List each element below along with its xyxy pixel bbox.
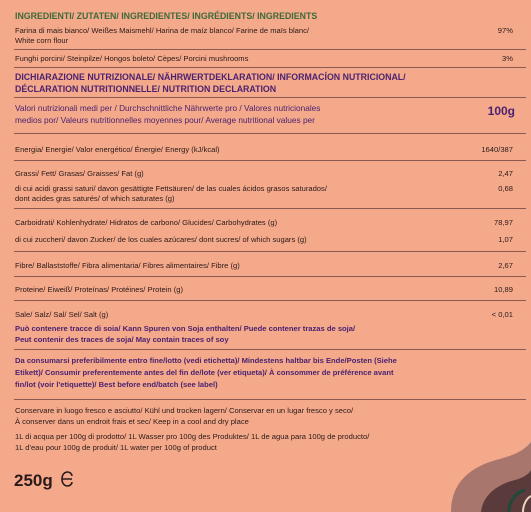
preparation-line2: 1L d'eau pour 100g de produit/ 1L water per 100g of product [15, 443, 217, 452]
fat-label: Grassi/ Fett/ Grasas/ Graisses/ Fat (g) [15, 169, 144, 178]
best-before-line1: Da consumarsi preferibilmente entro fine/lotto (vedi etichetta)/ Mindestens haltbar bis Ende/Posten (Siehe [15, 356, 397, 365]
saturates-line1: di cui acidi grassi saturi/ davon gesättigte Fettsäuren/ de las cuales ácidos grasos saturados/ [15, 184, 327, 193]
divider [14, 300, 526, 301]
ingredient-1-value: 97% [497, 26, 513, 35]
carbs-value: 78,97 [493, 218, 513, 227]
nutrition-heading-line1: DICHIARAZIONE NUTRIZIONALE/ NÄHRWERTDEKLARATION/ INFORMACÍON NUTRICIONAL/ [15, 72, 406, 82]
e-mark-icon [59, 470, 75, 493]
ingredient-2-value: 3% [502, 54, 513, 63]
allergen-line1: Può contenere tracce di soia/ Kann Spuren von Soja enthalten/ Puede contener trazas de soja/ [15, 324, 356, 333]
saturates-value: 0,68 [498, 184, 513, 193]
ingredients-heading: INGREDIENTI/ ZUTATEN/ INGREDIENTES/ INGRÉDIENTS/ INGREDIENTS [15, 11, 318, 21]
net-weight [14, 470, 75, 493]
divider [14, 208, 526, 209]
avg-values-line1: Valori nutrizionali medi per / Durchschnittliche Nährwerte pro / Valores nutricionales [15, 103, 321, 113]
allergen-line2: Peut contenir des traces de soja/ May contain traces of soy [15, 335, 229, 344]
energy-label: Energia/ Energie/ Valor energético/ Énergie/ Energy (kJ/kcal) [15, 145, 220, 154]
fibre-value: 2,67 [498, 261, 513, 270]
fat-value: 2,47 [498, 169, 513, 178]
sugars-label: di cui zuccheri/ davon Zucker/ de los cuales azúcares/ dont sucres/ of which sugars (g) [15, 235, 307, 244]
per-amount: 100g [487, 104, 515, 118]
salt-value: < 0,01 [491, 310, 513, 319]
energy-value: 1640/387 [481, 145, 513, 154]
ingredient-1-line1: Farina di mais bianco/ Weißes Maismehl/ Harina de maíz blanco/ Farine de maïs blanc/ [15, 26, 310, 35]
decorative-shape [411, 412, 531, 512]
divider [14, 349, 526, 350]
fibre-label: Fibre/ Ballaststoffe/ Fibra alimentaria/ Fibres alimentaires/ Fibre (g) [15, 261, 240, 270]
ingredient-2-line1: Funghi porcini/ Steinpilze/ Hongos boleto/ Cèpes/ Porcini mushrooms [15, 54, 249, 63]
preparation-line1: 1L di acqua per 100g di prodotto/ 1L Wasser pro 100g des Produktes/ 1L de agua para 100g de producto/ [15, 432, 370, 441]
protein-value: 10,89 [493, 285, 513, 294]
best-before-line2: Etikett)/ Consumir preferentemente antes del fin de/lote (ver etiqueta)/ À consommer de préférence avant [15, 368, 394, 377]
storage-line1: Conservare in luogo fresco e asciutto/ Kühl und trocken lagern/ Conservar en un lugar fresco y seco/ [15, 406, 354, 415]
divider [14, 276, 526, 277]
divider [14, 133, 526, 134]
divider [14, 97, 526, 98]
avg-values-line2: medios por/ Valeurs nutritionnelles moyennes pour/ Average nutritional values per [15, 115, 315, 125]
divider [14, 49, 526, 50]
nutrition-heading-line2: DÉCLARATION NUTRITIONNELLE/ NUTRITION DECLARATION [15, 84, 277, 94]
saturates-line2: dont acides gras saturés/ of which saturates (g) [15, 194, 175, 203]
salt-label: Sale/ Salz/ Sal/ Sel/ Salt (g) [15, 310, 109, 319]
divider [14, 399, 526, 400]
divider [14, 160, 526, 161]
carbs-label: Carboidrati/ Kohlenhydrate/ Hidratos de carbono/ Glucides/ Carbohydrates (g) [15, 218, 278, 227]
best-before-line3: fin/lot (voir l'etiquette)/ Best before end/batch (see label) [15, 380, 218, 389]
sugars-value: 1,07 [498, 235, 513, 244]
storage-line2: À conserver dans un endroit frais et sec/ Keep in a cool and dry place [15, 417, 249, 426]
net-weight-value: 250g [14, 471, 53, 490]
divider [14, 67, 526, 68]
divider [14, 251, 526, 252]
ingredient-1-line2: White corn flour [15, 36, 69, 45]
protein-label: Proteine/ Eiweiß/ Proteínas/ Protéines/ Protein (g) [15, 285, 183, 294]
